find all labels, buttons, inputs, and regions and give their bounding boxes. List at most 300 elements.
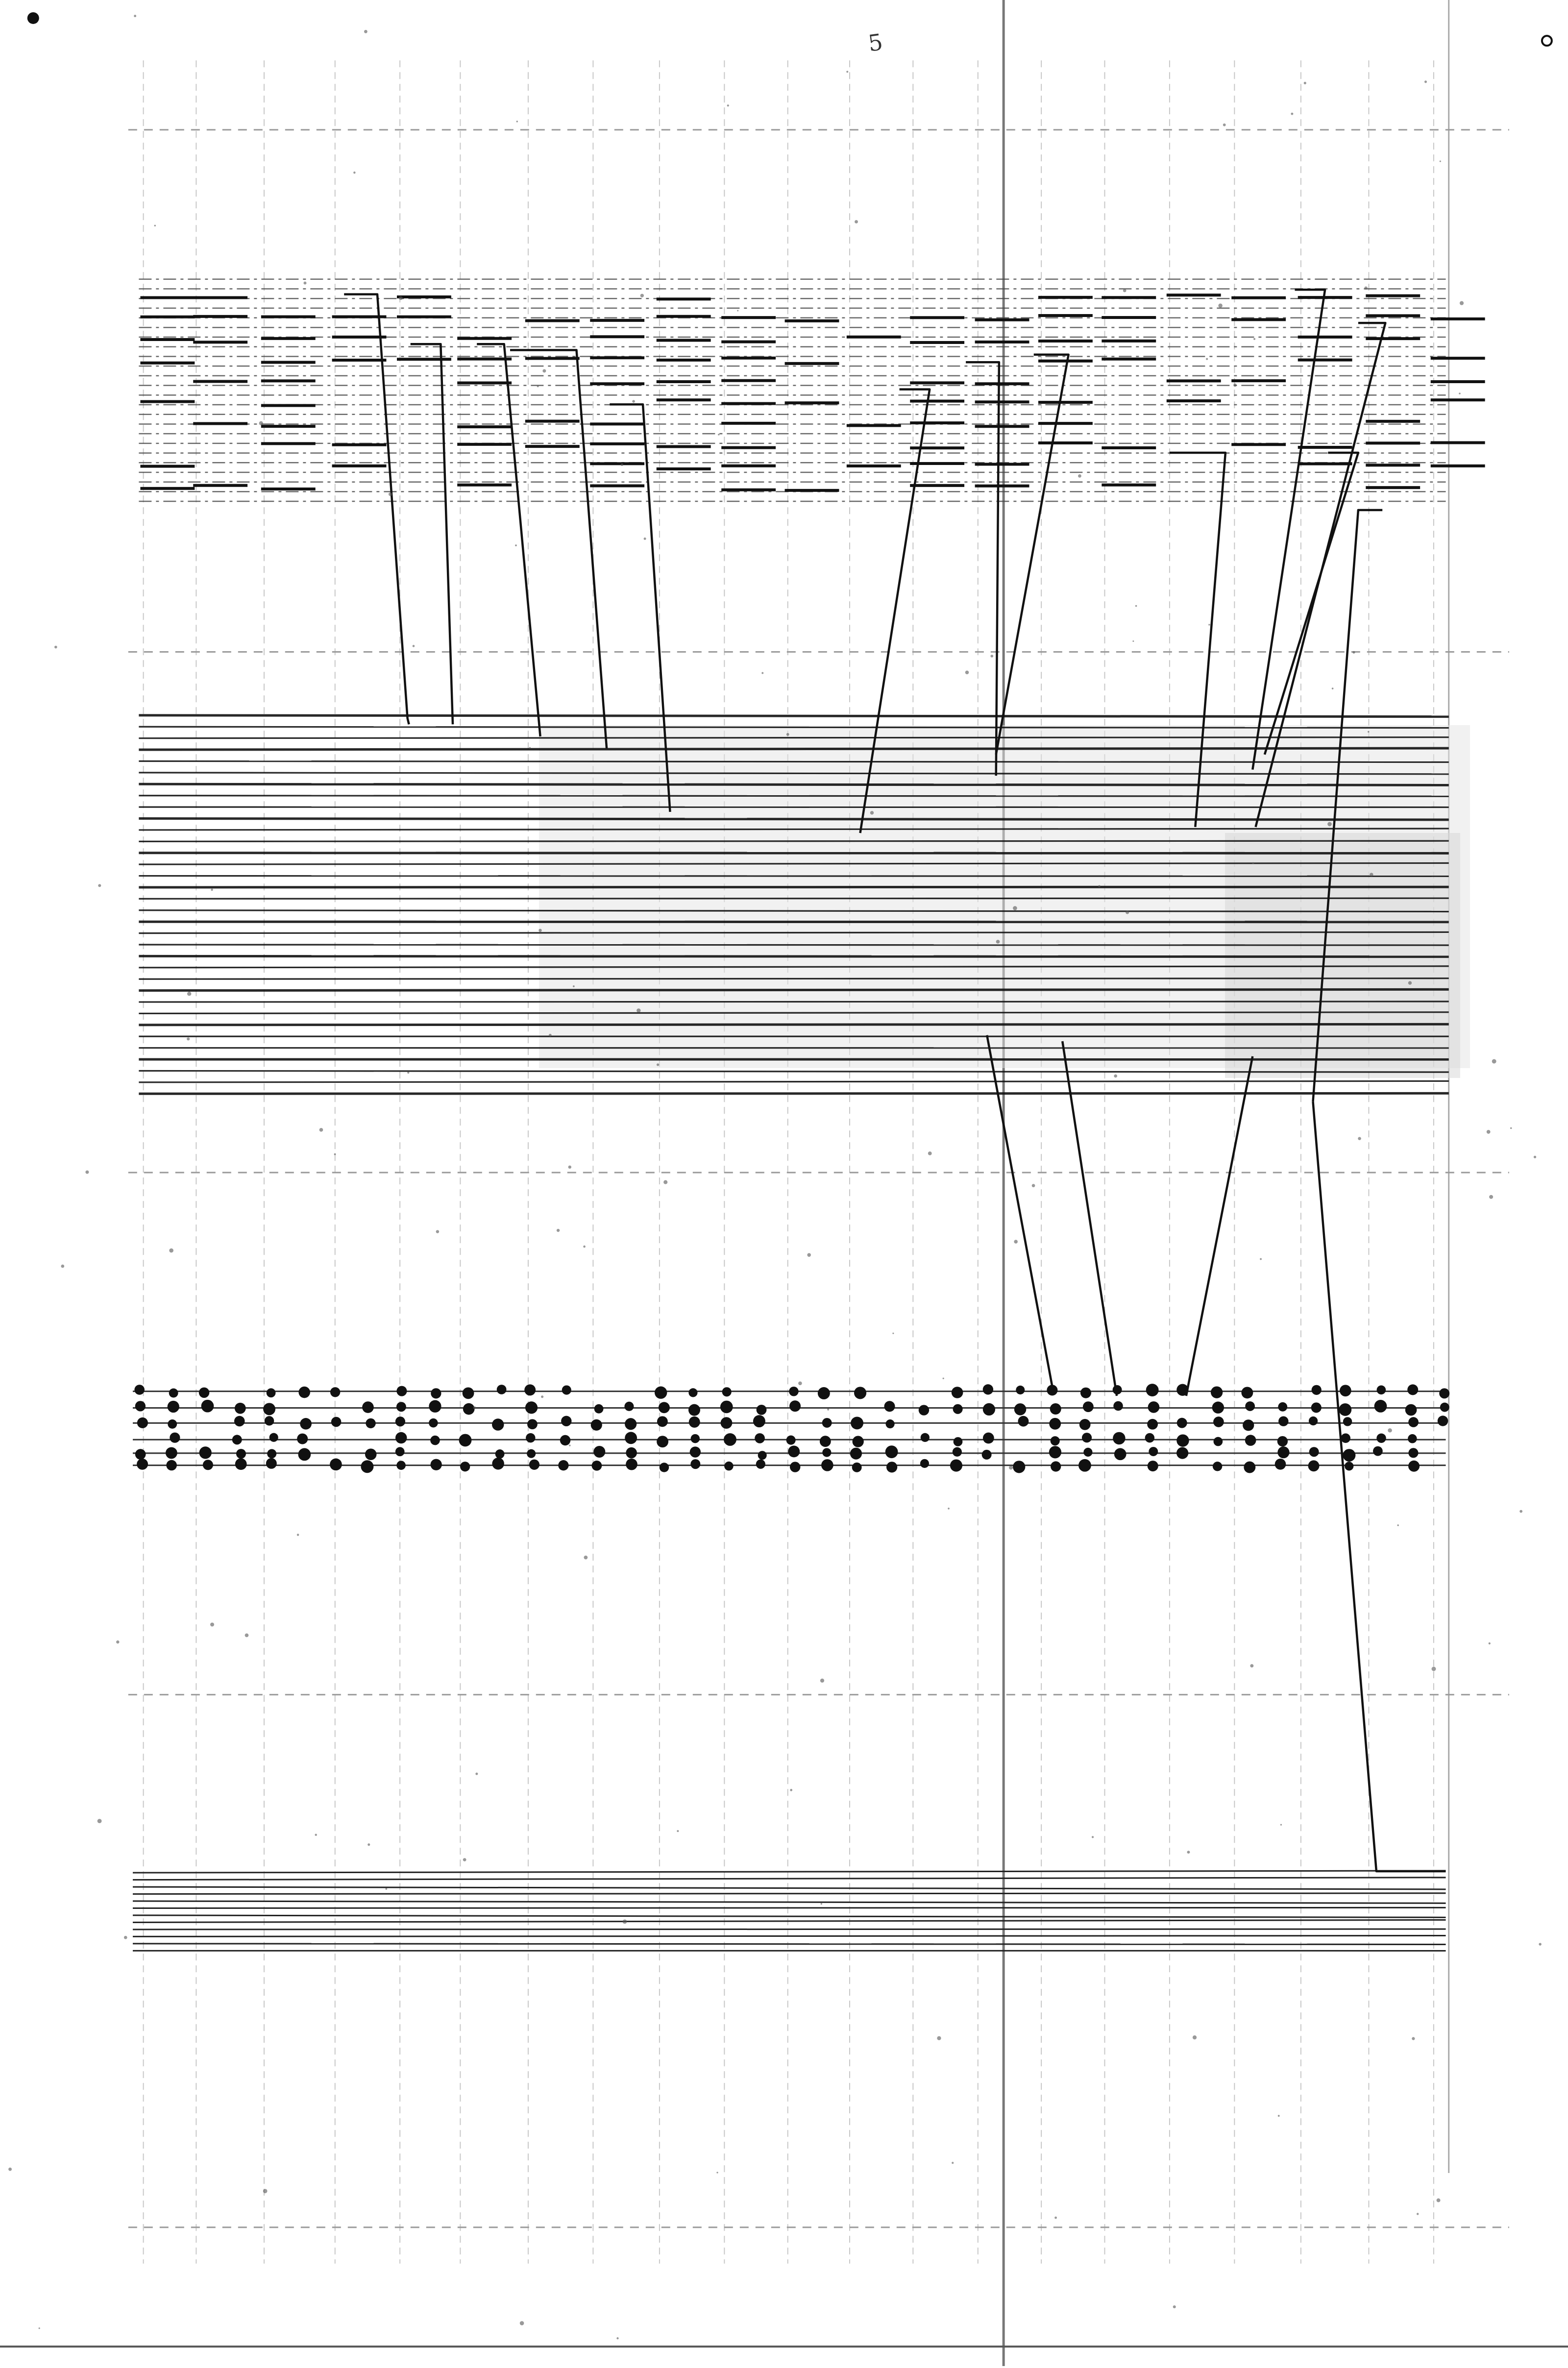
- ink-speck: [1539, 1943, 1541, 1945]
- ink-dot: [1114, 1448, 1127, 1461]
- ink-dot: [884, 1401, 895, 1412]
- ink-dot: [1308, 1460, 1320, 1471]
- ink-dot: [655, 1387, 667, 1399]
- ink-speck: [1014, 1240, 1018, 1244]
- ink-speck: [1208, 624, 1210, 626]
- ink-dot: [169, 1389, 178, 1398]
- ink-dot: [954, 1437, 963, 1446]
- ink-dot: [1176, 1447, 1188, 1459]
- ink-dot: [1147, 1419, 1158, 1430]
- ink-dot: [1082, 1433, 1092, 1442]
- ink-dot: [885, 1445, 898, 1458]
- ink-speck: [85, 1171, 89, 1174]
- ink-dot: [524, 1384, 536, 1395]
- ink-dot: [688, 1388, 697, 1397]
- ink-dot: [168, 1401, 179, 1413]
- ink-dot: [821, 1459, 833, 1471]
- ink-dot: [135, 1401, 146, 1411]
- ink-speck: [516, 121, 518, 122]
- ink-speck: [1510, 1127, 1512, 1129]
- ink-speck: [1332, 687, 1334, 689]
- ink-speck: [632, 400, 635, 403]
- ink-dot: [850, 1448, 862, 1460]
- ink-dot: [460, 1462, 470, 1471]
- ink-speck: [542, 369, 546, 372]
- ink-dot: [1241, 1387, 1253, 1398]
- ink-speck: [1032, 1184, 1035, 1187]
- ink-dot: [921, 1433, 930, 1442]
- staff-line: [139, 715, 1448, 717]
- ink-dot: [818, 1387, 830, 1399]
- ink-speck: [677, 1830, 679, 1832]
- ink-speck: [1278, 2115, 1280, 2117]
- ink-dot: [495, 1449, 505, 1459]
- ink-dot: [626, 1459, 637, 1470]
- staff-line: [139, 1093, 1448, 1094]
- ink-speck: [1370, 873, 1373, 876]
- ink-dot: [236, 1449, 246, 1459]
- ink-speck: [1252, 862, 1254, 864]
- ink-dot: [886, 1462, 897, 1472]
- ink-dot: [396, 1461, 406, 1470]
- ink-speck: [623, 1919, 627, 1924]
- ink-speck: [948, 1508, 950, 1510]
- ink-speck: [786, 733, 789, 736]
- ink-dot: [1079, 1419, 1091, 1430]
- staff-line: [139, 748, 1448, 750]
- ink-speck: [259, 421, 263, 425]
- ink-dot: [1113, 1401, 1123, 1411]
- ink-dot: [527, 1419, 538, 1429]
- ink-speck: [718, 434, 720, 436]
- ink-speck: [1098, 885, 1101, 888]
- ink-dot: [365, 1448, 376, 1460]
- ink-dot: [722, 1387, 732, 1396]
- ink-speck: [1487, 1130, 1491, 1134]
- ink-speck: [134, 15, 136, 17]
- ink-dot: [1277, 1446, 1289, 1458]
- ink-speck: [1417, 2213, 1419, 2215]
- ink-dot: [1339, 1403, 1351, 1416]
- ink-dot: [690, 1446, 701, 1457]
- ink-dot: [1148, 1401, 1160, 1413]
- ink-speck: [1092, 1836, 1094, 1838]
- ink-speck: [573, 985, 575, 987]
- ink-speck: [996, 940, 1000, 944]
- ink-dot: [170, 1433, 180, 1443]
- ink-speck: [1054, 2217, 1057, 2219]
- ink-dot: [1373, 1446, 1383, 1456]
- ink-speck: [1424, 80, 1427, 83]
- staff-line: [139, 989, 1448, 990]
- ink-dot: [1213, 1416, 1224, 1427]
- ink-speck: [569, 1444, 571, 1446]
- ink-dot: [298, 1387, 310, 1398]
- ink-dot: [919, 1405, 929, 1415]
- ink-dot: [203, 1460, 213, 1470]
- ink-speck: [39, 2327, 40, 2329]
- ink-speck: [124, 1936, 127, 1939]
- ink-dot: [166, 1460, 177, 1471]
- ink-speck: [399, 296, 403, 300]
- ink-dot: [562, 1385, 571, 1394]
- ink-dot: [1244, 1462, 1255, 1473]
- ink-dot: [396, 1402, 406, 1412]
- ink-dot: [429, 1400, 441, 1413]
- ink-dot: [789, 1387, 798, 1396]
- ink-dot: [430, 1436, 440, 1445]
- ink-dot: [1177, 1418, 1187, 1428]
- ink-dot: [362, 1401, 374, 1413]
- ink-dot: [1408, 1434, 1417, 1443]
- ink-dot: [822, 1448, 831, 1457]
- staff-line: [139, 727, 1448, 728]
- ink-speck: [952, 2162, 954, 2164]
- ink-dot: [1343, 1417, 1352, 1426]
- ink-speck: [663, 1180, 667, 1184]
- ink-dot: [361, 1460, 373, 1473]
- ink-dot: [395, 1447, 405, 1456]
- ink-speck: [520, 2321, 524, 2325]
- ink-speck: [436, 1230, 439, 1233]
- ink-dot: [166, 1447, 177, 1459]
- ink-dot: [1014, 1403, 1026, 1415]
- ink-dot: [1438, 1416, 1448, 1426]
- ink-dot: [526, 1433, 535, 1442]
- ink-dot: [463, 1388, 474, 1399]
- ink-speck: [1304, 82, 1306, 84]
- ink-dot: [1439, 1388, 1449, 1398]
- ink-dot: [1243, 1419, 1254, 1431]
- ink-speck: [621, 464, 623, 466]
- ink-dot: [1212, 1402, 1224, 1414]
- ink-speck: [583, 1245, 586, 1248]
- ink-speck: [1187, 1851, 1190, 1854]
- ink-dot: [560, 1435, 570, 1445]
- ink-dot: [885, 1419, 894, 1428]
- ink-speck: [475, 1773, 478, 1775]
- ink-dot: [624, 1402, 634, 1411]
- ink-speck: [169, 1248, 173, 1253]
- ink-speck: [529, 747, 531, 749]
- ink-dot: [1277, 1436, 1288, 1446]
- ink-speck: [187, 1037, 190, 1040]
- ink-speck: [790, 1789, 792, 1791]
- ink-dot: [851, 1416, 863, 1429]
- ink-speck: [1368, 731, 1369, 732]
- ink-speck: [657, 1063, 659, 1066]
- ink-dot: [1343, 1449, 1355, 1462]
- ink-speck: [1327, 822, 1332, 827]
- ink-dot: [854, 1387, 866, 1399]
- ink-dot: [1049, 1418, 1061, 1430]
- ink-speck: [1358, 1137, 1361, 1140]
- ink-speck: [1009, 1465, 1013, 1469]
- ink-speck: [389, 492, 392, 496]
- ink-dot: [497, 1385, 507, 1394]
- ink-dot: [298, 1448, 311, 1461]
- ink-speck: [928, 1151, 932, 1155]
- staff-line: [139, 932, 1448, 933]
- ink-dot: [1278, 1416, 1288, 1426]
- ink-speck: [1397, 1524, 1399, 1526]
- staff-line: [139, 737, 1448, 738]
- ink-dot: [724, 1462, 733, 1470]
- ink-dot: [270, 1433, 278, 1442]
- ink-speck: [1437, 2198, 1441, 2202]
- ink-speck: [1206, 358, 1208, 360]
- corner-mark: [27, 12, 39, 24]
- ink-dot: [1405, 1404, 1417, 1416]
- ink-dot: [953, 1447, 962, 1457]
- ink-dot: [660, 1463, 669, 1472]
- ink-speck: [61, 1265, 64, 1268]
- ink-dot: [982, 1450, 992, 1460]
- ink-speck: [616, 2337, 618, 2339]
- ink-dot: [691, 1434, 700, 1443]
- ink-speck: [637, 1008, 640, 1012]
- ink-speck: [644, 537, 646, 540]
- ink-dot: [983, 1384, 993, 1394]
- ink-speck: [1218, 304, 1222, 308]
- ink-dot: [1440, 1403, 1449, 1412]
- ink-dot: [1050, 1403, 1061, 1415]
- ink-speck: [1388, 1428, 1392, 1433]
- ink-dot: [201, 1400, 214, 1413]
- ink-dot: [263, 1403, 275, 1415]
- ink-dot: [1078, 1459, 1091, 1472]
- ink-speck: [1260, 1258, 1262, 1260]
- ink-dot: [789, 1400, 801, 1412]
- ink-dot: [1016, 1386, 1025, 1394]
- ink-dot: [690, 1459, 700, 1469]
- ink-dot: [492, 1458, 504, 1470]
- ink-dot: [1275, 1459, 1286, 1470]
- ink-speck: [1114, 1074, 1117, 1078]
- ink-dot: [591, 1419, 602, 1431]
- ink-speck: [1233, 384, 1237, 387]
- ink-dot: [331, 1417, 341, 1427]
- ink-dot: [1176, 1434, 1189, 1446]
- ink-dot: [1113, 1432, 1125, 1444]
- ink-speck: [385, 1888, 387, 1890]
- ink-speck: [154, 225, 156, 226]
- ink-dot: [463, 1403, 475, 1415]
- ink-dot: [558, 1460, 568, 1470]
- ink-dot: [657, 1416, 668, 1427]
- ink-dot: [1245, 1435, 1256, 1446]
- ink-dot: [953, 1404, 963, 1414]
- ink-dot: [1408, 1461, 1420, 1472]
- ink-dot: [594, 1404, 604, 1414]
- ink-dot: [529, 1460, 539, 1470]
- ink-dot: [852, 1463, 862, 1472]
- ink-dot: [720, 1401, 733, 1414]
- ink-dot: [753, 1415, 765, 1427]
- ink-dot: [561, 1416, 571, 1426]
- ink-speck: [1123, 289, 1127, 293]
- ink-dot: [267, 1388, 276, 1397]
- ink-dot: [1148, 1461, 1158, 1471]
- ink-dot: [758, 1451, 767, 1460]
- ink-dot: [786, 1436, 796, 1445]
- staff-line: [139, 1001, 1448, 1002]
- ink-speck: [892, 1333, 894, 1334]
- ink-dot: [459, 1434, 472, 1447]
- ink-speck: [1460, 301, 1464, 305]
- ink-speck: [334, 1153, 336, 1155]
- ink-speck: [1223, 123, 1226, 126]
- ink-dot: [267, 1449, 276, 1458]
- ink-speck: [319, 1128, 323, 1132]
- ink-speck: [463, 1858, 466, 1861]
- ink-dot: [1214, 1437, 1223, 1446]
- ink-dot: [755, 1433, 765, 1443]
- ink-dot: [1080, 1388, 1091, 1398]
- ink-dot: [920, 1459, 929, 1468]
- ink-dot: [1341, 1433, 1350, 1443]
- ink-dot: [1309, 1416, 1318, 1425]
- ink-speck: [364, 30, 368, 33]
- ink-dot: [822, 1418, 832, 1428]
- staff-line: [139, 796, 1448, 797]
- ink-dot: [790, 1462, 800, 1472]
- ink-speck: [761, 672, 763, 674]
- ink-dot: [625, 1432, 637, 1444]
- ink-speck: [211, 889, 213, 891]
- ink-speck: [1250, 1664, 1253, 1667]
- ink-dot: [983, 1433, 994, 1444]
- staff-line: [139, 761, 1448, 762]
- ink-speck: [1519, 1510, 1522, 1513]
- ink-speck: [187, 992, 191, 996]
- ink-dot: [234, 1416, 245, 1427]
- ink-dot: [1278, 1402, 1287, 1412]
- ink-speck: [368, 1843, 370, 1846]
- ink-speck: [846, 71, 848, 73]
- ink-dot: [626, 1447, 637, 1459]
- ink-speck: [1412, 2037, 1415, 2040]
- page-number: 5: [866, 28, 884, 57]
- ink-dot: [199, 1446, 212, 1459]
- ink-dot: [1051, 1461, 1061, 1471]
- ink-speck: [541, 1395, 543, 1398]
- ink-dot: [1309, 1447, 1319, 1457]
- ink-speck: [263, 2189, 268, 2194]
- ink-dot: [300, 1418, 312, 1430]
- ink-speck: [965, 671, 969, 675]
- ink-speck: [1489, 1195, 1493, 1199]
- ink-dot: [1083, 1448, 1092, 1457]
- ink-dot: [1149, 1447, 1158, 1456]
- ink-speck: [537, 385, 539, 387]
- staff-line: [133, 1893, 1446, 1894]
- ink-speck: [98, 884, 101, 887]
- ink-dot: [431, 1388, 441, 1398]
- ink-speck: [1253, 338, 1255, 340]
- ink-dot: [1049, 1446, 1061, 1458]
- staff-line: [139, 898, 1448, 899]
- ink-speck: [1078, 474, 1081, 478]
- ink-dot: [657, 1436, 668, 1447]
- ink-dot: [265, 1416, 274, 1425]
- ink-speck: [1408, 981, 1412, 984]
- ink-dot: [724, 1433, 736, 1446]
- ink-dot: [1211, 1386, 1223, 1398]
- ink-dot: [721, 1417, 733, 1429]
- ink-speck: [1364, 287, 1368, 290]
- ink-dot: [593, 1446, 605, 1458]
- ink-speck: [1135, 605, 1137, 607]
- ink-speck: [1459, 392, 1461, 394]
- ink-speck: [820, 1679, 824, 1683]
- ink-dot: [689, 1416, 700, 1428]
- ink-dot: [1018, 1416, 1029, 1427]
- ink-dot: [232, 1435, 242, 1444]
- staff-line: [139, 876, 1448, 877]
- ink-dot: [135, 1449, 146, 1460]
- ink-dot: [659, 1402, 670, 1413]
- ink-speck: [473, 1406, 476, 1409]
- ink-speck: [116, 1640, 119, 1643]
- ink-dot: [1408, 1417, 1419, 1427]
- staff-line: [139, 784, 1448, 785]
- ink-speck: [943, 1378, 944, 1379]
- ink-speck: [584, 1556, 588, 1560]
- ink-speck: [855, 220, 858, 223]
- ink-dot: [625, 1418, 637, 1430]
- ink-speck: [54, 646, 57, 649]
- ink-speck: [937, 2036, 941, 2040]
- ink-dot: [1146, 1384, 1159, 1396]
- ink-dot: [820, 1436, 831, 1447]
- ink-dot: [492, 1418, 504, 1430]
- ink-dot: [1311, 1402, 1322, 1413]
- ink-dot: [395, 1432, 407, 1443]
- ink-dot: [199, 1388, 209, 1398]
- ink-dot: [168, 1419, 177, 1429]
- staff-line: [133, 1944, 1446, 1945]
- ink-dot: [266, 1458, 277, 1469]
- ink-speck: [1534, 1156, 1536, 1158]
- ink-dot: [429, 1418, 438, 1428]
- ink-speck: [1492, 1059, 1496, 1064]
- staff-line: [139, 1024, 1448, 1025]
- ink-dot: [137, 1417, 148, 1428]
- ink-dot: [396, 1386, 407, 1396]
- ink-speck: [807, 1253, 811, 1257]
- ink-speck: [870, 811, 874, 814]
- ink-dot: [235, 1458, 247, 1470]
- ink-speck: [1352, 651, 1355, 654]
- ink-speck: [727, 104, 729, 106]
- ink-dot: [983, 1403, 995, 1416]
- ink-speck: [303, 282, 306, 285]
- ink-speck: [1173, 2305, 1176, 2308]
- ink-dot: [1312, 1385, 1322, 1395]
- ink-speck: [640, 294, 644, 297]
- ink-speck: [353, 171, 355, 173]
- ink-dot: [134, 1385, 145, 1395]
- ink-speck: [827, 1409, 829, 1411]
- staff-line: [139, 978, 1448, 979]
- ink-speck: [413, 645, 415, 647]
- staff-line: [139, 819, 1448, 820]
- ink-dot: [330, 1459, 342, 1471]
- ink-dot: [1377, 1386, 1386, 1395]
- ink-dot: [1340, 1385, 1351, 1396]
- staff-line: [133, 1936, 1446, 1937]
